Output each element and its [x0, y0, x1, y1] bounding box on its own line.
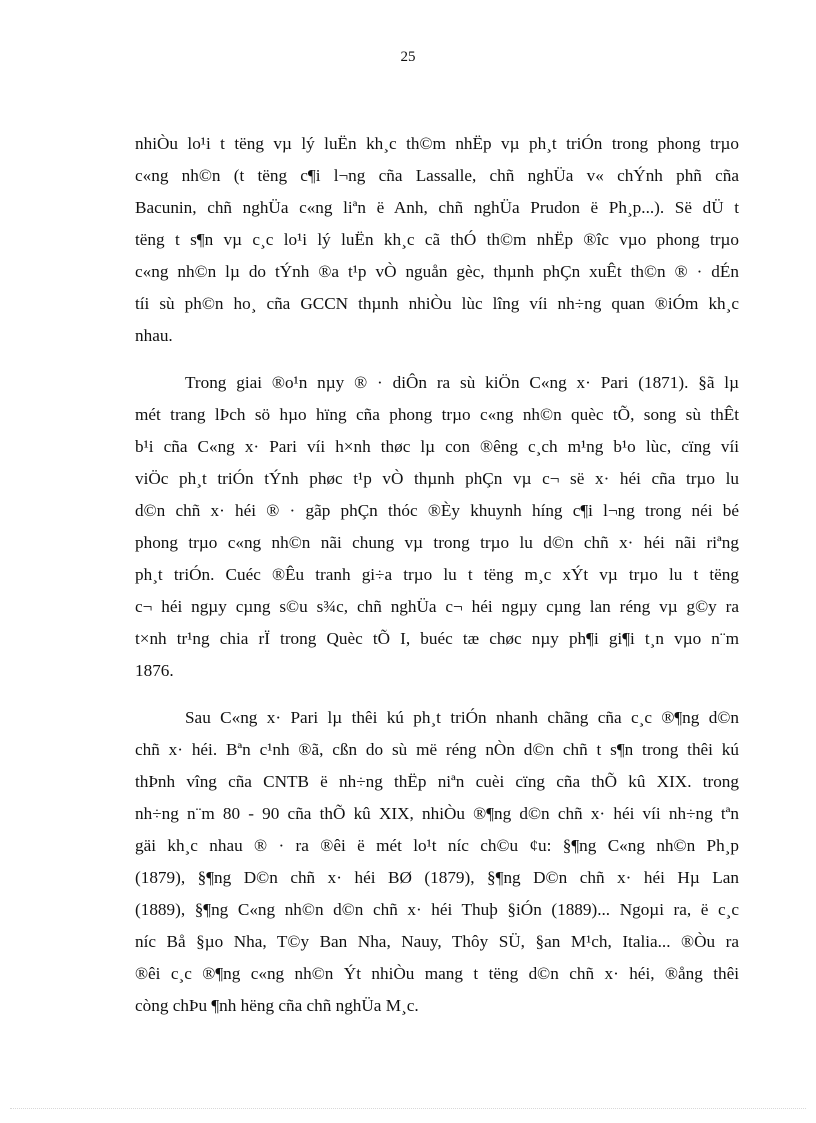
text-line: gäi kh¸c nhau ® · ra ®êi ë mét lo¹t níc ch©u ¢u: §¶ng C«ng nh©n Ph¸p: [135, 836, 739, 855]
text-line: mét trang lÞch sö hµo hïng cña phong trµo c«ng nh©n quèc tÕ, song sù thÊt: [135, 405, 739, 424]
text-line: tíi sù ph©n ho¸ cña GCCN thµnh nhiÒu lùc lîng víi nh÷ng quan ®iÓm kh¸c: [135, 294, 739, 313]
paragraph: [135, 128, 739, 352]
text-line: Sau C«ng x· Pari lµ thêi kú ph¸t triÓn nhanh chãng cña c¸c ®¶ng d©n: [185, 708, 739, 727]
text-line: thÞnh vîng cña CNTB ë nh÷ng thËp niªn cuèi cïng cña thÕ kû XIX. trong: [135, 772, 739, 791]
text-line: ph¸t triÓn. Cuéc ®Êu tranh gi÷a trµo lu t tëng m¸c xÝt vµ trµo lu t tëng: [135, 565, 739, 584]
text-line: phong trµo c«ng nh©n nãi chung vµ trong trµo lu d©n chñ x· héi nãi riªng: [135, 533, 739, 552]
paragraph-gap: [135, 687, 739, 702]
paragraph: [135, 367, 739, 687]
text-line: Trong giai ®o¹n nµy ® · diÔn ra sù kiÖn C«ng x· Pari (1871). §ã lµ: [185, 373, 739, 392]
text-line: nh÷ng n¨m 80 - 90 cña thÕ kû XIX, nhiÒu ®¶ng d©n chñ x· héi víi nh÷ng tªn: [135, 804, 739, 823]
text-line: t×nh tr¹ng chia rÏ trong Quèc tÕ I, buéc tæ chøc nµy ph¶i gi¶i t¸n vµo n¨m: [135, 629, 739, 648]
text-line: níc Bå §µo Nha, T©y Ban Nha, Nauy, Thôy SÜ, §an M¹ch, Italia... ®Òu ra: [135, 932, 739, 951]
page-bottom-rule: [10, 1108, 806, 1109]
text-line: còng chÞu ¶nh hëng cña chñ nghÜa M¸c.: [135, 996, 419, 1015]
paragraph: [135, 702, 739, 1022]
text-line: d©n chñ x· héi ® · gãp phÇn thóc ®Èy khuynh híng c¶i l¬ng trong néi bé: [135, 501, 739, 520]
text-line: (1879), §¶ng D©n chñ x· héi BØ (1879), §¶ng D©n chñ x· héi Hµ Lan: [135, 868, 739, 887]
text-line: viÖc ph¸t triÓn tÝnh phøc t¹p vÒ thµnh phÇn vµ c¬ së x· héi cña trµo lu: [135, 469, 739, 488]
text-line: Bacunin, chñ nghÜa c«ng liªn ë Anh, chñ nghÜa Prudon ë Ph¸p...). Së dÜ t: [135, 198, 739, 217]
text-line: ®êi c¸c ®¶ng c«ng nh©n Ýt nhiÒu mang t tëng d©n chñ x· héi, ®ång thêi: [135, 964, 739, 983]
text-line: tëng t s¶n vµ c¸c lo¹i lý luËn kh¸c cã thÓ th©m nhËp ®îc vµo phong trµo: [135, 230, 739, 249]
text-line: 1876.: [135, 661, 174, 680]
text-line: b¹i cña C«ng x· Pari víi h×nh thøc lµ con ®êng c¸ch m¹ng b¹o lùc, cïng víi: [135, 437, 739, 456]
text-line: (1889), §¶ng C«ng nh©n d©n chñ x· héi Thuþ §iÓn (1889)... Ngoµi ra, ë c¸c: [135, 900, 739, 919]
text-line: nhau.: [135, 326, 173, 345]
body-text: [135, 128, 739, 1022]
text-line: c¬ héi ngµy cµng s©u s¾c, chñ nghÜa c¬ héi ngµy cµng lan réng vµ g©y ra: [135, 597, 739, 616]
text-line: chñ x· héi. Bªn c¹nh ®ã, cßn do sù më réng nÒn d©n chñ t s¶n trong thêi kú: [135, 740, 739, 759]
text-line: c«ng nh©n lµ do tÝnh ®a t¹p vÒ nguån gèc, thµnh phÇn xuÊt th©n ® · dÉn: [135, 262, 739, 281]
paragraph-gap: [135, 352, 739, 367]
text-line: nhiÒu lo¹i t tëng vµ lý luËn kh¸c th©m nhËp vµ ph¸t triÓn trong phong trµo: [135, 134, 739, 153]
text-line: c«ng nh©n (t tëng c¶i l¬ng cña Lassalle, chñ nghÜa v« chÝnh phñ cña: [135, 166, 739, 185]
page-number: 25: [400, 49, 416, 65]
